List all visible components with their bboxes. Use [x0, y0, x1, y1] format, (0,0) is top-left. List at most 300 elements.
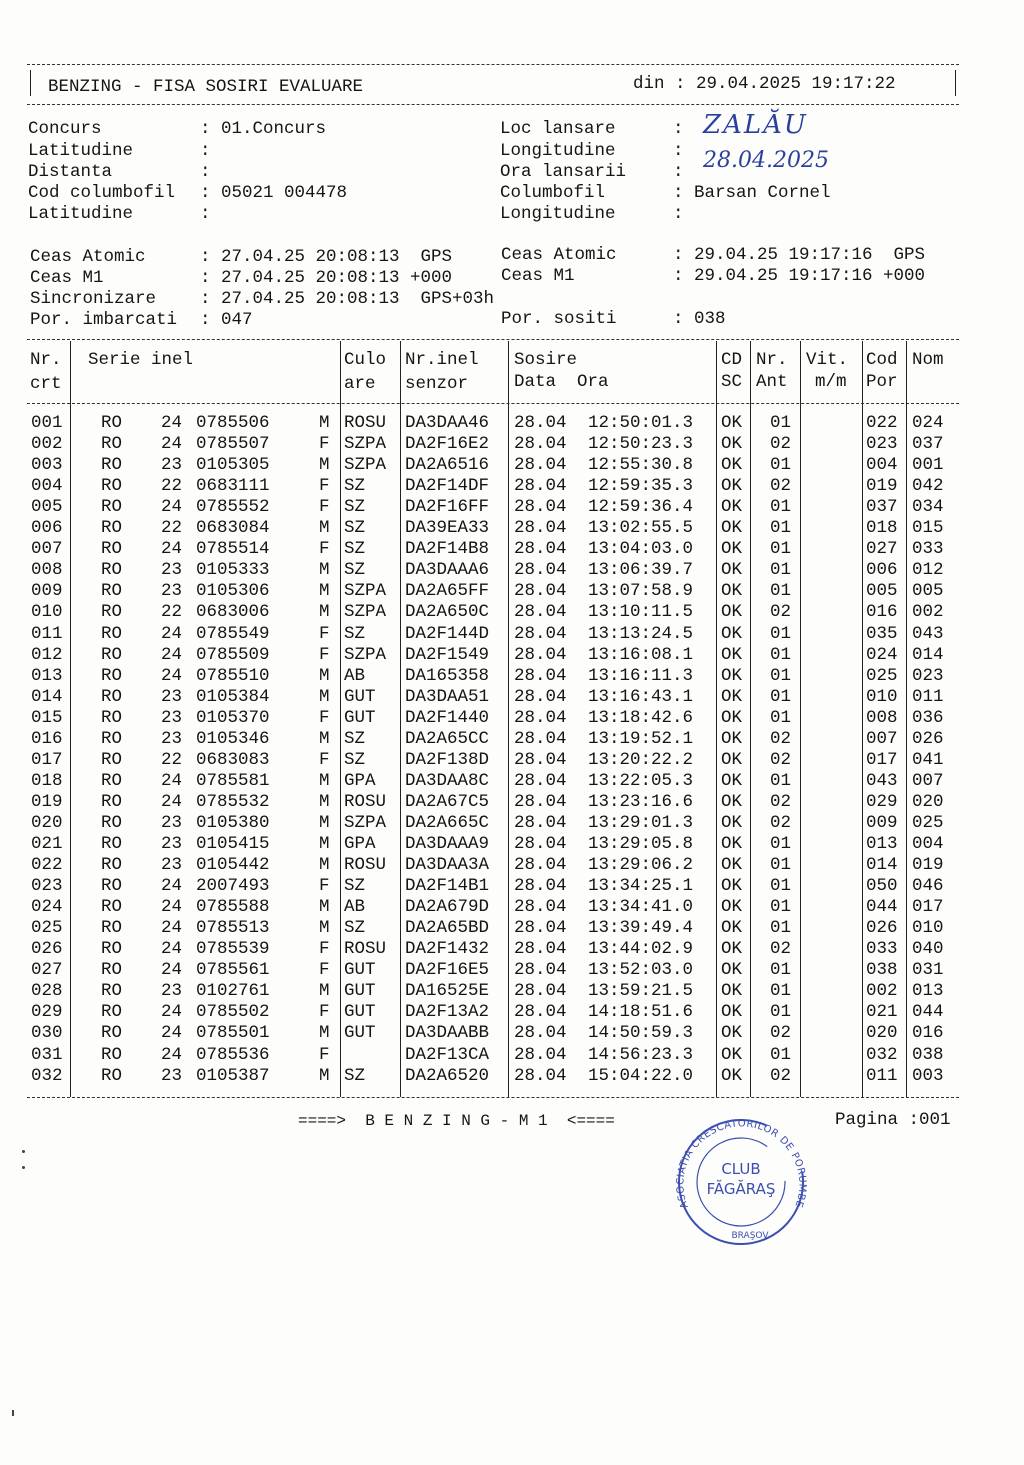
ring-number: 0105305 — [196, 455, 270, 476]
ring-number: 0105384 — [196, 686, 270, 707]
nom-code: 038 — [912, 1044, 944, 1065]
row-number: 002 — [31, 434, 63, 455]
color: AB — [344, 897, 366, 918]
sex: F — [319, 960, 330, 981]
ring-number: 0105442 — [196, 855, 270, 876]
ring-year: 23 — [161, 707, 183, 728]
column-header: Data Ora — [514, 372, 609, 392]
print-date: din : 29.04.2025 19:17:22 — [633, 74, 896, 94]
clock-label: Ceas M1 — [501, 266, 575, 286]
ring-number: 0105370 — [196, 707, 270, 728]
table-row — [0, 687, 1024, 708]
table-row — [0, 708, 1024, 729]
arrival-time: 12:59:35.3 — [588, 476, 694, 497]
arrival-date: 28.04 — [514, 939, 567, 960]
pigeon-code: 021 — [866, 1002, 898, 1023]
sex: M — [319, 518, 330, 539]
antenna: 01 — [770, 707, 792, 728]
info-value: : — [200, 204, 211, 224]
sensor-id: DA2A665C — [405, 812, 490, 833]
cd-status: OK — [721, 855, 743, 876]
table-row — [0, 666, 1024, 687]
ring-number: 0683111 — [196, 476, 270, 497]
pigeon-code: 014 — [866, 855, 898, 876]
row-number: 008 — [31, 560, 63, 581]
sex: F — [319, 434, 330, 455]
sensor-id: DA2F1549 — [405, 644, 490, 665]
row-number: 024 — [31, 897, 63, 918]
pigeon-code: 024 — [866, 644, 898, 665]
sensor-id: DA2A65CC — [405, 728, 490, 749]
pigeon-code: 029 — [866, 791, 898, 812]
ring-number: 0785507 — [196, 434, 270, 455]
arrival-time: 13:19:52.1 — [588, 728, 694, 749]
ring-year: 22 — [161, 602, 183, 623]
pigeon-code: 016 — [866, 602, 898, 623]
sex: M — [319, 665, 330, 686]
table-row — [0, 581, 1024, 602]
table-row — [0, 834, 1024, 855]
column-header: Nr.inel — [405, 350, 479, 370]
arrival-time: 13:16:43.1 — [588, 686, 694, 707]
column-header: CD — [721, 350, 743, 370]
column-header: Culo — [344, 350, 387, 370]
color: SZPA — [344, 812, 387, 833]
table-row — [0, 729, 1024, 750]
table-row — [0, 939, 1024, 960]
sensor-id: DA2F16E5 — [405, 960, 490, 981]
clock-label: Por. sositi — [501, 309, 617, 329]
column-header: m/m — [815, 372, 847, 392]
info-label: Latitudine — [28, 204, 134, 224]
arrival-time: 13:29:05.8 — [588, 834, 694, 854]
row-number: 025 — [31, 918, 63, 939]
sex: M — [319, 413, 330, 433]
info-value: : — [200, 141, 211, 161]
sex: F — [319, 876, 330, 897]
table-row — [0, 645, 1024, 666]
cd-status: OK — [721, 413, 743, 433]
ring-year: 24 — [161, 539, 183, 560]
cd-status: OK — [721, 918, 743, 939]
sex: M — [319, 812, 330, 833]
country-code: RO — [101, 707, 123, 728]
arrival-time: 13:59:21.5 — [588, 981, 694, 1002]
column-header: are — [344, 374, 376, 394]
arrival-date: 28.04 — [514, 981, 567, 1002]
country-code: RO — [101, 1065, 123, 1086]
nom-code: 015 — [912, 518, 944, 539]
arrival-date: 28.04 — [514, 728, 567, 749]
color: SZ — [344, 623, 366, 644]
antenna: 02 — [770, 434, 792, 455]
cd-status: OK — [721, 686, 743, 707]
country-code: RO — [101, 581, 123, 602]
antenna: 01 — [770, 518, 792, 539]
row-number: 013 — [31, 665, 63, 686]
arrival-time: 13:10:11.5 — [588, 602, 694, 623]
column-header: senzor — [405, 374, 469, 394]
antenna: 01 — [770, 770, 792, 791]
row-number: 009 — [31, 581, 63, 602]
sex: M — [319, 855, 330, 876]
table-row — [0, 981, 1024, 1002]
cd-status: OK — [721, 1002, 743, 1023]
pigeon-code: 026 — [866, 918, 898, 939]
info-label: Columbofil — [500, 183, 606, 203]
arrival-date: 28.04 — [514, 644, 567, 665]
speck — [22, 1150, 25, 1153]
antenna: 01 — [770, 455, 792, 476]
sex: F — [319, 749, 330, 770]
arrival-date: 28.04 — [514, 413, 567, 433]
color: ROSU — [344, 939, 387, 960]
antenna: 02 — [770, 1065, 792, 1086]
table-header-rule — [27, 403, 959, 404]
color: ROSU — [344, 791, 387, 812]
ring-number: 0105306 — [196, 581, 270, 602]
row-number: 005 — [31, 497, 63, 518]
antenna: 02 — [770, 749, 792, 770]
pigeon-code: 019 — [866, 476, 898, 497]
ring-year: 23 — [161, 834, 183, 854]
ring-number: 0785581 — [196, 770, 270, 791]
pigeon-code: 007 — [866, 728, 898, 749]
info-value: : — [673, 119, 684, 139]
cd-status: OK — [721, 770, 743, 791]
sensor-id: DA2F16FF — [405, 497, 490, 518]
sensor-id: DA3DAAA9 — [405, 834, 490, 854]
stamp-line1: CLUB — [721, 1160, 761, 1178]
table-row — [0, 813, 1024, 834]
info-label: Distanta — [28, 162, 113, 182]
sex: F — [319, 476, 330, 497]
cd-status: OK — [721, 644, 743, 665]
cd-status: OK — [721, 876, 743, 897]
country-code: RO — [101, 876, 123, 897]
table-row — [0, 1002, 1024, 1023]
arrival-date: 28.04 — [514, 665, 567, 686]
country-code: RO — [101, 897, 123, 918]
column-header: SC — [721, 372, 743, 392]
country-code: RO — [101, 686, 123, 707]
color: SZPA — [344, 455, 387, 476]
pigeon-code: 020 — [866, 1023, 898, 1044]
row-number: 021 — [31, 834, 63, 854]
table-row — [0, 918, 1024, 939]
speck — [22, 1166, 25, 1169]
arrival-date: 28.04 — [514, 918, 567, 939]
info-value: : — [673, 141, 684, 161]
row-number: 016 — [31, 728, 63, 749]
clock-label: Ceas M1 — [30, 268, 104, 288]
arrival-time: 13:04:03.0 — [588, 539, 694, 560]
color: ROSU — [344, 413, 387, 433]
row-number: 012 — [31, 644, 63, 665]
arrival-time: 13:06:39.7 — [588, 560, 694, 581]
country-code: RO — [101, 770, 123, 791]
country-code: RO — [101, 791, 123, 812]
column-header: Nr. — [756, 350, 788, 370]
stamp-ring-text: ASOCIATIA CRESCATORILOR DE PORUMBE — [675, 1118, 808, 1210]
color: GUT — [344, 707, 376, 728]
ring-number: 0785513 — [196, 918, 270, 939]
table-row — [0, 539, 1024, 560]
info-value: : 05021 004478 — [200, 183, 348, 203]
arrival-date: 28.04 — [514, 455, 567, 476]
arrival-time: 13:52:03.0 — [588, 960, 694, 981]
row-number: 011 — [31, 623, 63, 644]
pigeon-code: 038 — [866, 960, 898, 981]
nom-code: 013 — [912, 981, 944, 1002]
pigeon-code: 006 — [866, 560, 898, 581]
arrival-date: 28.04 — [514, 960, 567, 981]
table-row — [0, 434, 1024, 455]
country-code: RO — [101, 960, 123, 981]
country-code: RO — [101, 855, 123, 876]
column-header: Vit. — [806, 350, 849, 370]
cd-status: OK — [721, 960, 743, 981]
clock-label: Ceas Atomic — [501, 245, 617, 265]
country-code: RO — [101, 476, 123, 497]
country-code: RO — [101, 981, 123, 1002]
color: SZ — [344, 876, 366, 897]
nom-code: 020 — [912, 791, 944, 812]
info-label: Ora lansarii — [500, 162, 627, 182]
country-code: RO — [101, 413, 123, 433]
arrival-date: 28.04 — [514, 1065, 567, 1086]
header-right-bar — [955, 70, 956, 96]
sensor-id: DA2F1432 — [405, 939, 490, 960]
ring-number: 0102761 — [196, 981, 270, 1002]
row-number: 030 — [31, 1023, 63, 1044]
table-row — [0, 1045, 1024, 1066]
arrival-time: 13:29:06.2 — [588, 855, 694, 876]
nom-code: 004 — [912, 834, 944, 854]
antenna: 02 — [770, 1023, 792, 1044]
row-number: 018 — [31, 770, 63, 791]
nom-code: 037 — [912, 434, 944, 455]
arrival-date: 28.04 — [514, 434, 567, 455]
row-number: 001 — [31, 413, 63, 433]
ring-year: 24 — [161, 434, 183, 455]
nom-code: 026 — [912, 728, 944, 749]
arrival-time: 13:02:55.5 — [588, 518, 694, 539]
pigeon-code: 025 — [866, 665, 898, 686]
antenna: 01 — [770, 1044, 792, 1065]
pigeon-code: 008 — [866, 707, 898, 728]
table-row — [0, 497, 1024, 518]
column-header: Cod — [866, 350, 898, 370]
color: SZ — [344, 497, 366, 518]
arrival-date: 28.04 — [514, 791, 567, 812]
nom-code: 042 — [912, 476, 944, 497]
cd-status: OK — [721, 728, 743, 749]
country-code: RO — [101, 939, 123, 960]
column-header: Por — [866, 372, 898, 392]
info-label: Longitudine — [500, 141, 616, 161]
color: SZPA — [344, 581, 387, 602]
ring-number: 0785510 — [196, 665, 270, 686]
sensor-id: DA2F144D — [405, 623, 490, 644]
ring-number: 0785539 — [196, 939, 270, 960]
table-row — [0, 518, 1024, 539]
ring-number: 0785502 — [196, 1002, 270, 1023]
cd-status: OK — [721, 434, 743, 455]
arrival-date: 28.04 — [514, 602, 567, 623]
arrival-time: 13:22:05.3 — [588, 770, 694, 791]
pigeon-code: 002 — [866, 981, 898, 1002]
ring-year: 22 — [161, 749, 183, 770]
antenna: 01 — [770, 981, 792, 1002]
pigeon-code: 017 — [866, 749, 898, 770]
arrival-time: 14:50:59.3 — [588, 1023, 694, 1044]
arrival-date: 28.04 — [514, 581, 567, 602]
sex: F — [319, 1002, 330, 1023]
country-code: RO — [101, 1044, 123, 1065]
cd-status: OK — [721, 897, 743, 918]
arrival-date: 28.04 — [514, 1044, 567, 1065]
stamp-line2: FĂGĂRAŞ — [706, 1180, 776, 1198]
arrival-date: 28.04 — [514, 623, 567, 644]
country-code: RO — [101, 918, 123, 939]
cd-status: OK — [721, 939, 743, 960]
ring-number: 0785536 — [196, 1044, 270, 1065]
table-row — [0, 476, 1024, 497]
pigeon-code: 027 — [866, 539, 898, 560]
nom-code: 025 — [912, 812, 944, 833]
ring-year: 24 — [161, 791, 183, 812]
ring-year: 24 — [161, 939, 183, 960]
sex: M — [319, 560, 330, 581]
cd-status: OK — [721, 497, 743, 518]
sensor-id: DA39EA33 — [405, 518, 490, 539]
cd-status: OK — [721, 1044, 743, 1065]
arrival-time: 13:23:16.6 — [588, 791, 694, 812]
arrival-date: 28.04 — [514, 770, 567, 791]
antenna: 01 — [770, 497, 792, 518]
arrival-date: 28.04 — [514, 1002, 567, 1023]
pigeon-code: 037 — [866, 497, 898, 518]
arrival-date: 28.04 — [514, 539, 567, 560]
antenna: 01 — [770, 665, 792, 686]
color: SZ — [344, 476, 366, 497]
row-number: 022 — [31, 855, 63, 876]
antenna: 01 — [770, 855, 792, 876]
cd-status: OK — [721, 581, 743, 602]
cd-status: OK — [721, 981, 743, 1002]
arrival-time: 13:07:58.9 — [588, 581, 694, 602]
ring-year: 23 — [161, 1065, 183, 1086]
sensor-id: DA3DAA3A — [405, 855, 490, 876]
row-number: 015 — [31, 707, 63, 728]
arrival-date: 28.04 — [514, 749, 567, 770]
nom-code: 017 — [912, 897, 944, 918]
info-label: Longitudine — [500, 204, 616, 224]
cd-status: OK — [721, 623, 743, 644]
info-value: : — [200, 162, 211, 182]
row-number: 019 — [31, 791, 63, 812]
row-number: 017 — [31, 749, 63, 770]
antenna: 02 — [770, 812, 792, 833]
ring-number: 0785552 — [196, 497, 270, 518]
arrival-time: 13:34:25.1 — [588, 876, 694, 897]
color: SZ — [344, 728, 366, 749]
cd-status: OK — [721, 602, 743, 623]
sensor-id: DA2A65FF — [405, 581, 490, 602]
header-left-bar — [30, 70, 31, 96]
document-title: BENZING - FISA SOSIRI EVALUARE — [48, 77, 364, 97]
table-row — [0, 750, 1024, 771]
nom-code: 002 — [912, 602, 944, 623]
table-row — [0, 1023, 1024, 1044]
arrival-time: 12:55:30.8 — [588, 455, 694, 476]
antenna: 01 — [770, 539, 792, 560]
club-stamp — [666, 1112, 816, 1247]
sensor-id: DA2F14B8 — [405, 539, 490, 560]
sex: M — [319, 686, 330, 707]
arrival-time: 13:29:01.3 — [588, 812, 694, 833]
nom-code: 005 — [912, 581, 944, 602]
header-top-rule — [27, 64, 959, 65]
sex: M — [319, 834, 330, 854]
antenna: 01 — [770, 1002, 792, 1023]
sensor-id: DA3DAABB — [405, 1023, 490, 1044]
table-row — [0, 876, 1024, 897]
antenna: 02 — [770, 791, 792, 812]
antenna: 01 — [770, 834, 792, 854]
sensor-id: DA2A679D — [405, 897, 490, 918]
arrival-time: 13:16:08.1 — [588, 644, 694, 665]
antenna: 01 — [770, 897, 792, 918]
nom-code: 023 — [912, 665, 944, 686]
ring-year: 24 — [161, 1002, 183, 1023]
pigeon-code: 018 — [866, 518, 898, 539]
sex: M — [319, 602, 330, 623]
ring-number: 2007493 — [196, 876, 270, 897]
clock-value: : 29.04.25 19:17:16 GPS — [673, 245, 926, 265]
antenna: 02 — [770, 602, 792, 623]
info-label: Cod columbofil — [28, 183, 176, 203]
table-row — [0, 560, 1024, 581]
country-code: RO — [101, 497, 123, 518]
nom-code: 014 — [912, 644, 944, 665]
ring-year: 24 — [161, 1023, 183, 1044]
ring-year: 24 — [161, 623, 183, 644]
ring-year: 23 — [161, 560, 183, 581]
ring-year: 23 — [161, 855, 183, 876]
row-number: 032 — [31, 1065, 63, 1086]
country-code: RO — [101, 1002, 123, 1023]
sex: M — [319, 918, 330, 939]
ring-year: 24 — [161, 876, 183, 897]
ring-year: 23 — [161, 686, 183, 707]
ring-year: 24 — [161, 918, 183, 939]
nom-code: 012 — [912, 560, 944, 581]
table-top-rule — [27, 339, 959, 340]
info-label: Loc lansare — [500, 119, 616, 139]
handwritten-release-place: ZALĂU — [703, 110, 808, 140]
arrival-date: 28.04 — [514, 876, 567, 897]
clock-label: Sincronizare — [30, 289, 157, 309]
nom-code: 046 — [912, 876, 944, 897]
arrival-date: 28.04 — [514, 897, 567, 918]
cd-status: OK — [721, 1065, 743, 1086]
row-number: 028 — [31, 981, 63, 1002]
table-row — [0, 455, 1024, 476]
nom-code: 010 — [912, 918, 944, 939]
sensor-id: DA2F14DF — [405, 476, 490, 497]
